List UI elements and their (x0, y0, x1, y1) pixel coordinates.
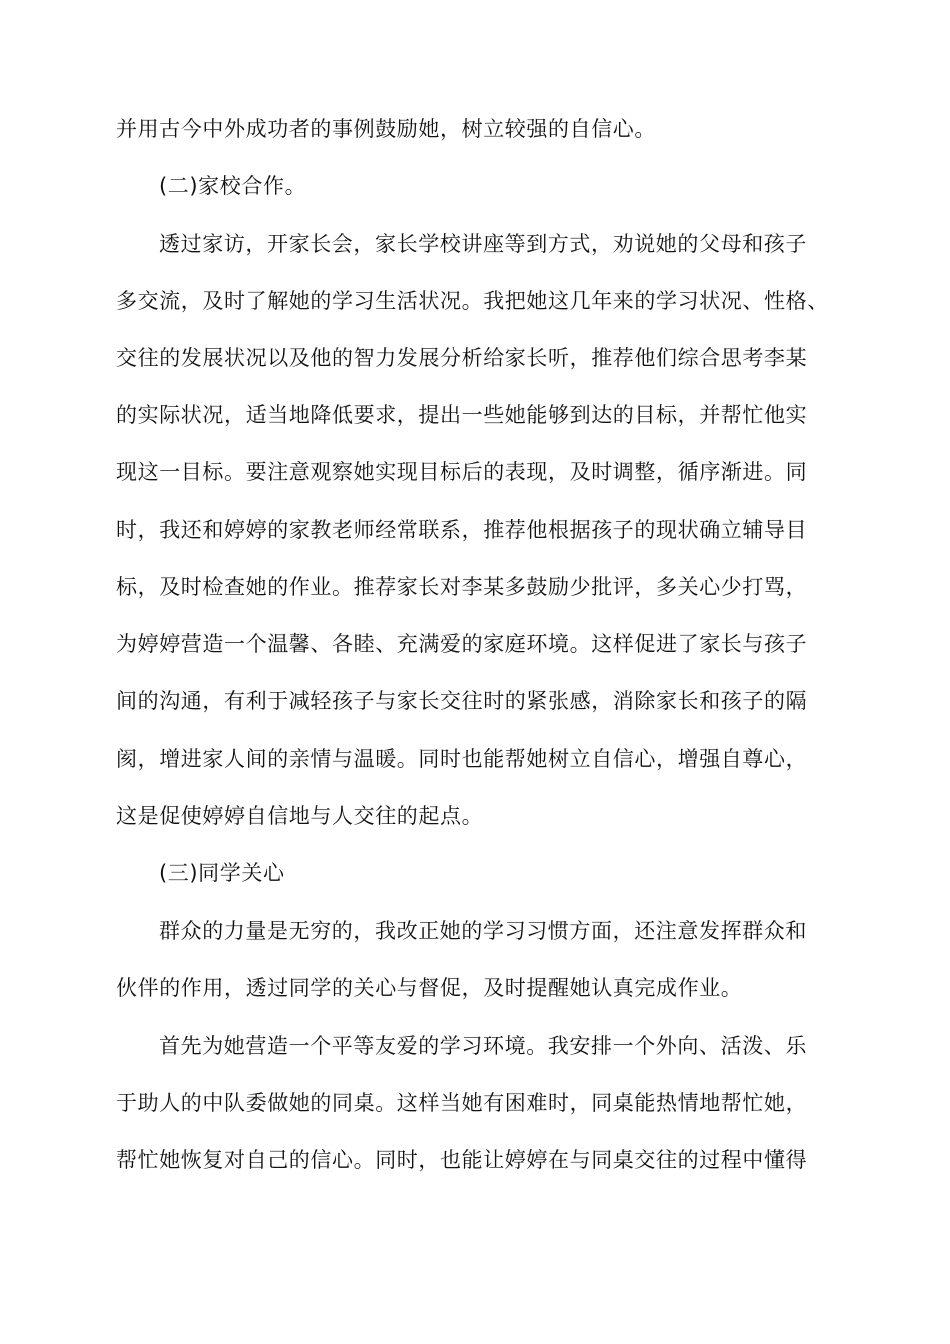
text-line: 这是促使婷婷自信地与人交往的起点。 (116, 804, 484, 828)
section-heading: (二)家校合作。 (159, 174, 307, 198)
text-line: 伙伴的作用，透过同学的关心与督促，及时提醒她认真完成作业。 (116, 976, 743, 1000)
text-line: 现这一目标。要注意观察她实现目标后的表现，及时调整，循序渐进。同 (116, 460, 808, 484)
text-line: 标，及时检查她的作业。推荐家长对李某多鼓励少批评，多关心少打骂， (116, 575, 808, 599)
text-line: 多交流，及时了解她的学习生活状况。我把她这几年来的学习状况、性格、 (116, 289, 829, 313)
text-line: 阂，增进家人间的亲情与温暖。同时也能帮她树立自信心，增强自尊心， (116, 747, 808, 771)
text-line: 透过家访，开家长会，家长学校讲座等到方式，劝说她的父母和孩子 (159, 232, 807, 256)
text-line: 为婷婷营造一个温馨、各睦、充满爱的家庭环境。这样促进了家长与孩子 (116, 632, 808, 656)
text-line: 的实际状况，适当地降低要求，提出一些她能够到达的目标，并帮忙他实 (116, 403, 808, 427)
section-heading: (三)同学关心 (159, 861, 285, 885)
text-line: 首先为她营造一个平等友爱的学习环境。我安排一个外向、活泼、乐 (159, 1034, 807, 1058)
text-line: 于助人的中队委做她的同桌。这样当她有困难时，同桌能热情地帮忙她， (116, 1091, 808, 1115)
text-line: 帮忙她恢复对自己的信心。同时，也能让婷婷在与同桌交往的过程中懂得 (116, 1148, 808, 1172)
text-line: 时，我还和婷婷的家教老师经常联系，推荐他根据孩子的现状确立辅导目 (116, 518, 808, 542)
text-line: 间的沟通，有利于减轻孩子与家长交往时的紧张感，消除家长和孩子的隔 (116, 689, 808, 713)
text-line: 群众的力量是无穷的，我改正她的学习习惯方面，还注意发挥群众和 (159, 919, 807, 943)
text-line: 并用古今中外成功者的事例鼓励她，树立较强的自信心。 (116, 117, 656, 141)
text-line: 交往的发展状况以及他的智力发展分析给家长听，推荐他们综合思考李某 (116, 346, 808, 370)
